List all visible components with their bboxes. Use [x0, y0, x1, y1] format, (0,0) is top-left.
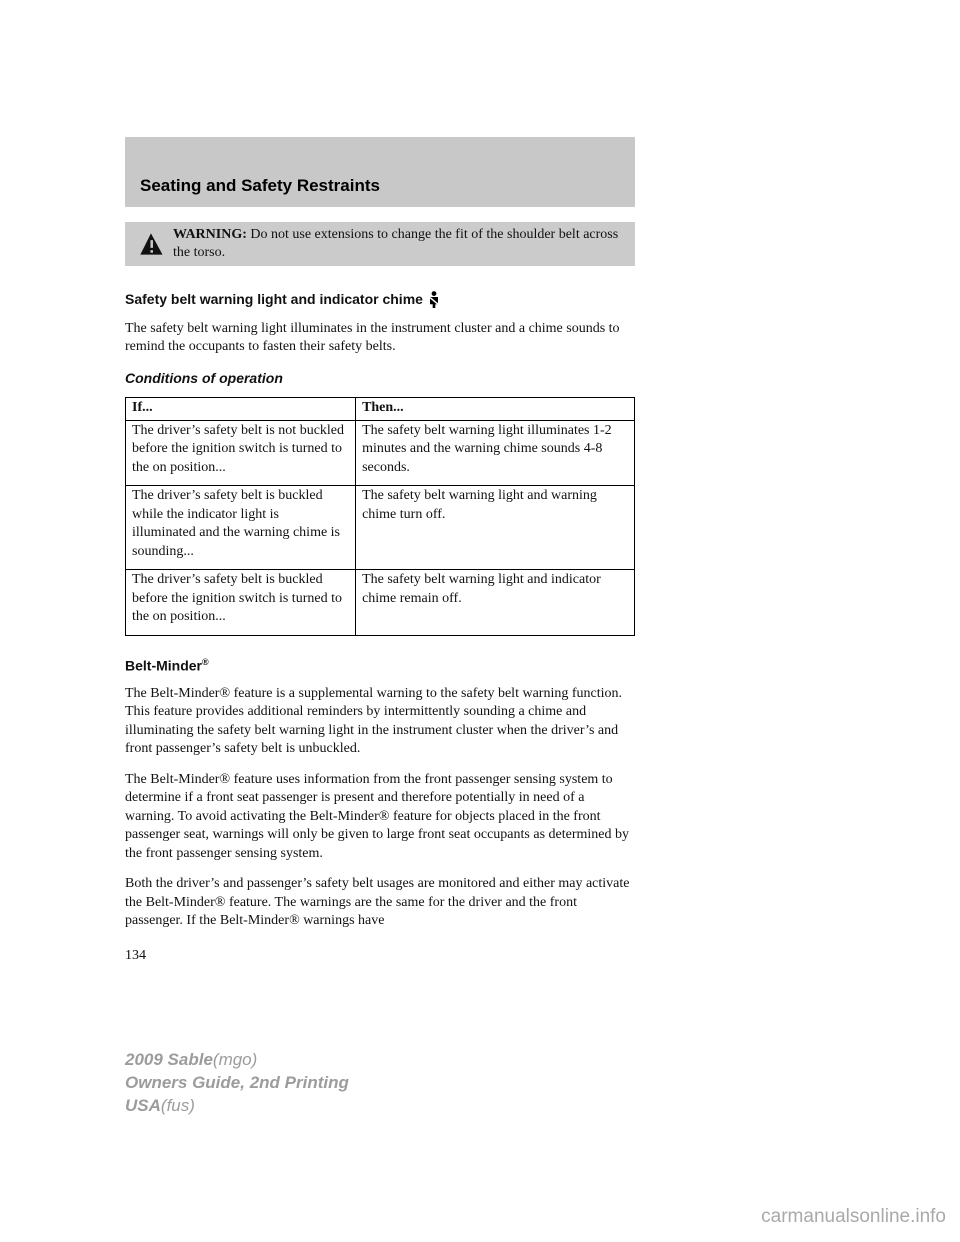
table-header-if: If... [126, 398, 356, 421]
table-header-row [126, 398, 635, 421]
conditions-table [125, 397, 635, 636]
section-heading-label: Safety belt warning light and indicator chime [125, 291, 423, 307]
warning-triangle-icon [125, 232, 173, 256]
table-cell-then: The safety belt warning light and indicator chime remain off. [356, 570, 635, 636]
chapter-title: Seating and Safety Restraints [140, 176, 380, 195]
table-cell-if: The driver’s safety belt is not buckled before the ignition switch is turned to the on position... [126, 420, 356, 486]
content-column [125, 290, 635, 965]
section-heading-safety-belt [125, 290, 635, 309]
table-cell-then: The safety belt warning light illuminates 1-2 minutes and the warning chime sounds 4-8 seconds. [356, 420, 635, 486]
table-header-then: Then... [356, 398, 635, 421]
belt-minder-paragraph-3: Both the driver’s and passenger’s safety belt usages are monitored and either may activate the Belt-Minder® feature. The warnings are the same for the driver and the front passenger. If the Belt-Minder® warnings have [125, 876, 630, 929]
warning-body: Do not use extensions to change the fit of the shoulder belt across the torso. [173, 227, 619, 260]
belt-minder-paragraph-1: The Belt-Minder® feature is a supplemental warning to the safety belt warning function. This feature provides additional reminders by intermittently sounding a chime and illuminating the safety belt warning light in the instrument cluster when the driver’s and front passenger’s safety belt is unbuckled. [125, 685, 622, 757]
seatbelt-icon [428, 291, 440, 308]
warning-box [125, 222, 635, 266]
table-row [126, 420, 635, 486]
belt-minder-heading [125, 653, 635, 675]
page-number: 134 [125, 947, 146, 963]
table-cell-if: The driver’s safety belt is buckled before the ignition switch is turned to the on position... [126, 570, 356, 636]
footer-model: 2009 Sable [125, 1050, 213, 1069]
chapter-header-bar [125, 137, 635, 207]
watermark-text: carmanualsonline.info [761, 1206, 946, 1227]
belt-minder-heading-label: Belt-Minder [125, 657, 202, 674]
safety-belt-intro: The safety belt warning light illuminates in the instrument cluster and a chime sounds to remind the occupants to fasten their safety belts. [125, 320, 620, 354]
footer-line-2: Owners Guide, 2nd Printing [125, 1073, 349, 1092]
table-row [126, 570, 635, 636]
registered-trademark-symbol: ® [202, 656, 209, 667]
warning-text [173, 226, 625, 262]
table-cell-if: The driver’s safety belt is buckled while the indicator light is illuminated and the warning chime is sounding... [126, 486, 356, 570]
belt-minder-paragraph-2: The Belt-Minder® feature uses information from the front passenger sensing system to determine if a front seat passenger is present and therefore potentially in need of a warning. To avoid activating the Belt-Minder® feature for objects placed in the front passenger seat, warnings will only be given to large front seat occupants as determined by the front passenger sensing system. [125, 771, 629, 861]
conditions-heading: Conditions of operation [125, 369, 283, 386]
footer-line-3 [125, 1094, 349, 1117]
footer-country-code: (fus) [160, 1096, 195, 1115]
footer-line-1 [125, 1048, 349, 1071]
footer-country: USA [125, 1096, 161, 1115]
footer-model-code: (mgo) [212, 1050, 258, 1069]
table-row [126, 486, 635, 570]
footer-imprint [125, 1048, 349, 1117]
table-cell-then: The safety belt warning light and warning chime turn off. [356, 486, 635, 570]
warning-label: WARNING: [173, 227, 247, 242]
